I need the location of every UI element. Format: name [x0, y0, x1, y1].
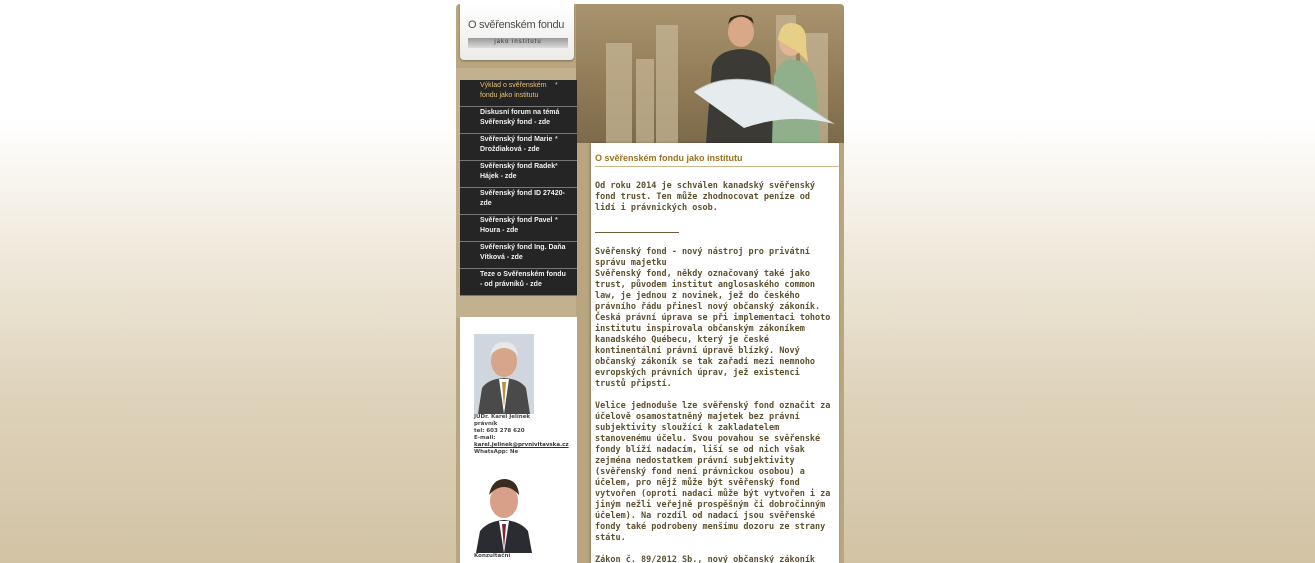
page-title: O svěřenském fondu jako institutu	[595, 153, 839, 167]
intro-paragraph: Od roku 2014 je schválen kanadský svěřenský fond trust. Ten může zhodnocovat peníze od lidí i právnických osob.	[595, 181, 816, 213]
contact-role: Konzultační	[474, 553, 511, 559]
people-illustration	[576, 4, 844, 143]
nav-item-vyklad[interactable]	[460, 80, 577, 107]
nav-item-label: Výklad o svěřenském	[480, 82, 547, 89]
nav-item-label: Svěřenský fond Ing. Daňa	[480, 244, 566, 251]
nav-item-label: Teze o Svěřenském fondu	[480, 271, 566, 278]
nav-item-label: Diskusní forum na témá	[480, 109, 560, 116]
star-icon: *	[555, 217, 558, 224]
nav-item-label: fondu jako institutu	[480, 92, 539, 99]
page-frame	[456, 4, 844, 563]
contact-info-jelinek	[474, 414, 579, 456]
nav-item-fond-pavel[interactable]	[460, 215, 577, 242]
nav-item-label: Houra - zde	[480, 227, 519, 234]
logo-title: O svěřenském fondu	[468, 19, 565, 31]
star-icon: *	[555, 136, 558, 143]
star-icon: *	[555, 163, 558, 170]
nav-item-label: Vítková - zde	[480, 254, 523, 261]
contact-photo-jelinek	[474, 334, 534, 414]
nav-item-label: Droždiaková - zde	[480, 146, 540, 153]
nav-item-fond-id[interactable]	[460, 188, 577, 215]
nav-item-fond-dana[interactable]	[460, 242, 577, 269]
contact-photo-2	[474, 471, 534, 553]
contact-name: JUDr. Karel Jelínek	[474, 414, 531, 420]
contact-role: právník	[474, 421, 498, 427]
nav-item-label: Svěřenský fond Marie	[480, 136, 553, 143]
section-title: Svěřenský fond - nový nástroj pro privátní správu majetku	[595, 247, 810, 268]
nav-item-label: - od právníků - zde	[480, 281, 542, 288]
header-photo	[576, 4, 844, 143]
contacts-panel	[460, 317, 577, 563]
nav-item-teze[interactable]	[460, 269, 577, 296]
paragraph-3: Zákon č. 89/2012 Sb., nový občanský zákoník	[595, 555, 816, 563]
star-icon: *	[555, 82, 558, 89]
nav-item-label: Svěřenský fond Pavel	[480, 217, 553, 224]
person-icon	[474, 471, 534, 553]
contact-email-label: E-mail:	[474, 435, 496, 441]
paragraph-2: Velice jednoduše lze svěřenský fond označit za účelově osamostatněný majetek bez právní subjektivity sloužící k zakladatelem stanovenému účelu. Svou povahou se svěřenské fondy blíží nadacím, liší se od nich však zejména nedostatkem právní subjektivity (svěřenský fond není právnickou osobou) a účelem, pro nějž může být svěřenský fond vytvořen (oproti nadaci může být vytvořen i za jiným nežli veřejně prospěšným či dobročinným účelem). Na rozdíl od nadací jsou svěřenské fondy také podrobeny menšímu dozoru ze strany státu.	[595, 401, 831, 543]
paragraph-1: Svěřenský fond, někdy označovaný také jako trust, původem institut anglosaského common law, je jednou z novinek, jež do českého právního řádu přinesl nový občanský zákoník. Česká právní úprava se při implementaci tohoto institutu inspirovala občanským zákoníkem kanadského Québecu, který je české kontinentální právní úpravě blízký. Nový občanský zákoník se tak zařadí mezi nemnoho evropských právních úprav, jež existenci trustů připstí.	[595, 269, 831, 389]
logo-subtitle: jako institutu	[494, 39, 542, 45]
divider	[595, 232, 679, 233]
contact-whatsapp: WhatsApp: Ne	[474, 449, 519, 455]
nav-item-diskusni-forum[interactable]	[460, 107, 577, 134]
contact-info-2	[474, 553, 579, 560]
nav-item-label: Svěřenský fond Radek	[480, 163, 556, 170]
side-navigation	[460, 80, 577, 296]
main-content	[591, 143, 839, 563]
nav-item-label: zde	[480, 200, 492, 207]
person-icon	[474, 334, 534, 414]
nav-item-label: Svěřenský fond - zde	[480, 119, 551, 126]
contact-phone: tel: 603 278 620	[474, 428, 525, 434]
nav-item-fond-radek[interactable]	[460, 161, 577, 188]
nav-item-label: Svěřenský fond ID 27420-	[480, 190, 565, 197]
nav-item-label: Hájek - zde	[480, 173, 517, 180]
nav-item-fond-marie[interactable]	[460, 134, 577, 161]
contact-email-link[interactable]: karel.jelinek@prvnivltavska.cz	[474, 442, 569, 448]
site-logo[interactable]	[460, 4, 574, 60]
